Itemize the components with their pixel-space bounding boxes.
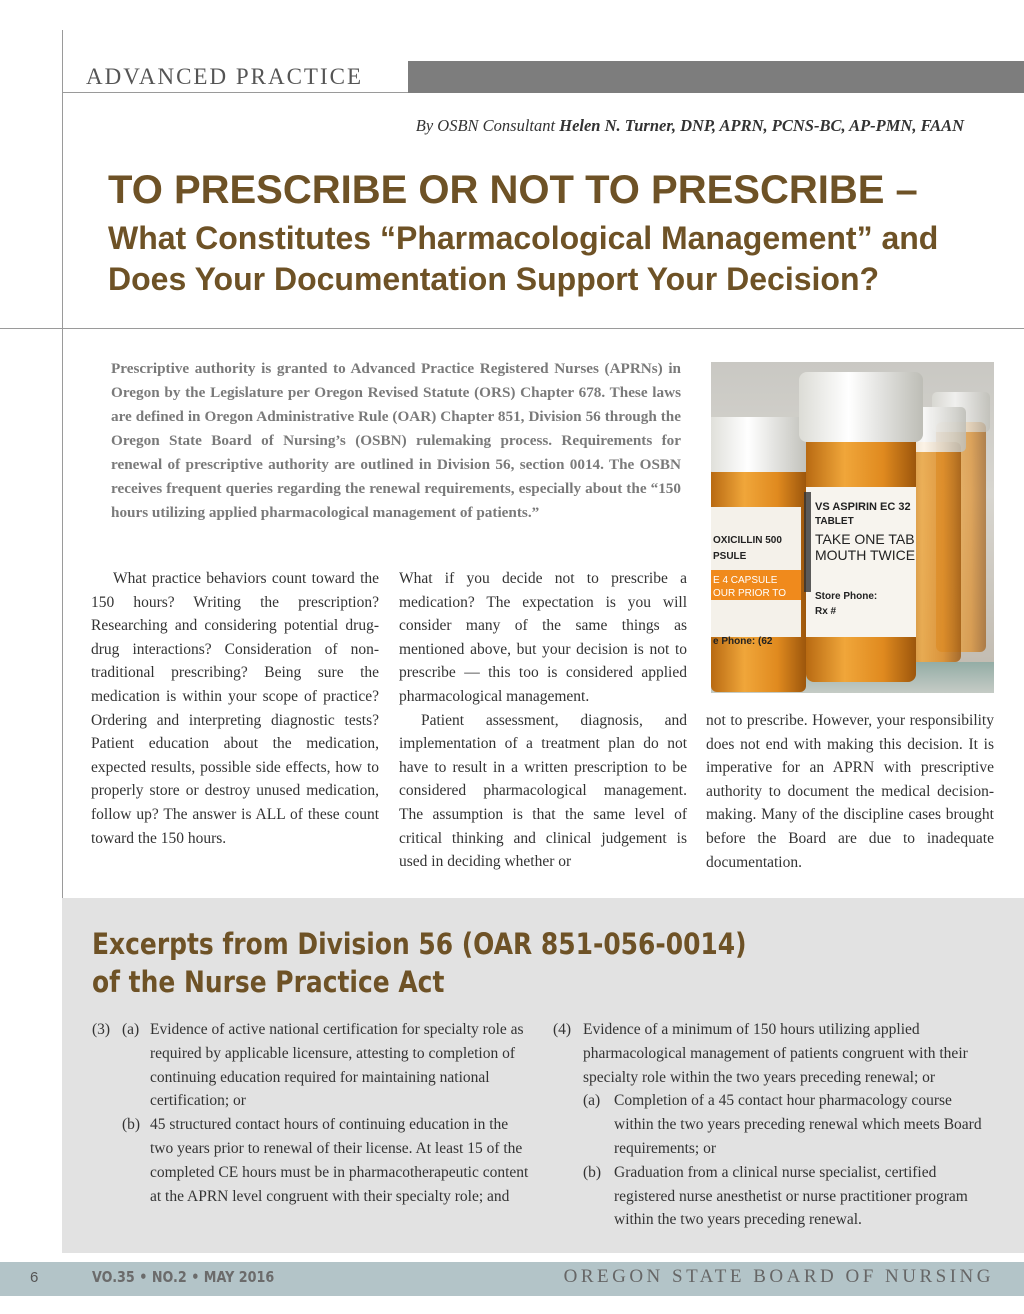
item-text: Completion of a 45 contact hour pharmacology course within the two years preceding renewal which meets Board requirements; or <box>614 1092 982 1157</box>
section-label: ADVANCED PRACTICE <box>86 64 364 89</box>
page-number: 6 <box>30 1269 39 1286</box>
header-bar <box>408 61 1024 93</box>
body-column-1 <box>91 567 379 850</box>
item-number: (4) <box>553 1021 572 1038</box>
body-paragraph: What practice behaviors count toward the 150 hours? Writing the prescription? Researching and considering potential drug-drug interactions? Consideration of non-traditional prescribing? Being sure the medication is within your scope of practice? Ordering and interpreting diagnostic tests? Patient education about the medication, expected results, possible side effects, how to properly store or destroy unused medication, follow up? The answer is ALL of these count toward the 150 hours. <box>91 570 379 847</box>
header-rule <box>62 92 408 93</box>
excerpt-column-2 <box>553 1018 995 1232</box>
excerpt-item-4 <box>553 1018 995 1089</box>
photo-label-aspirin: VS ASPIRIN EC 32 <box>815 501 911 513</box>
photo-label-rx: Rx # <box>815 606 837 617</box>
excerpt-item-3a <box>92 1018 534 1113</box>
photo-label-tablet: TABLET <box>815 516 854 527</box>
item-text: Evidence of a minimum of 150 hours utilizing applied pharmacological management of patients congruent with their specialty role within the two years preceding renewal; or <box>583 1021 968 1086</box>
excerpt-column-1 <box>92 1018 534 1208</box>
photo-label-hour-prior: OUR PRIOR TO <box>713 588 786 599</box>
issue-info: VO.35 • NO.2 • MAY 2016 <box>92 1268 275 1286</box>
pill-bottles-photo <box>711 362 994 693</box>
excerpt-title <box>92 925 780 1001</box>
item-text: Evidence of active national certification for specialty role as required by applicable licensure, attesting to completion of continuing education required for maintaining national certification; or <box>150 1021 524 1110</box>
body-paragraph: What if you decide not to prescribe a medication? The expectation is you will consider many of the same things as mentioned above, but your decision is not to prescribe — this too is considered applied pharmacological management. <box>399 570 687 705</box>
body-column-2 <box>399 567 687 874</box>
byline <box>416 116 964 136</box>
photo-label-take-4: E 4 CAPSULE <box>713 575 778 586</box>
body-paragraph: Patient assessment, diagnosis, and implementation of a treatment plan do not have to result in a written prescription to be considered pharmacological management. The assumption is that the same level of critical thinking and clinical judgement is used in deciding whether or <box>399 711 687 871</box>
body-paragraph: not to prescribe. However, your responsibility does not end with making this decision. It is imperative for an APRN with prescriptive authority to document the medical decision-making. Many of the discipline cases brought before the Board are due to inadequate documentation. <box>706 712 994 871</box>
excerpt-item-4b <box>553 1161 995 1232</box>
item-text: 45 structured contact hours of continuing education in the two years prior to renewal of their license. At least 15 of the completed CE hours must be in pharmacotherapeutic content at the APRN level congruent with their specialty role; and <box>150 1116 529 1205</box>
excerpt-title-line-1: Excerpts from Division 56 (OAR 851-056-0014) <box>92 927 747 961</box>
body-column-3 <box>706 709 994 874</box>
photo-label-mouth: MOUTH TWICE <box>815 547 916 563</box>
item-text: Graduation from a clinical nurse specialist, certified registered nurse anesthetist or nurse practitioner program within the two years preceding renewal. <box>614 1163 968 1229</box>
excerpt-item-4a <box>553 1089 995 1160</box>
section-divider <box>0 328 1024 329</box>
photo-label-store-phone: Store Phone: <box>815 591 878 602</box>
intro-paragraph: Prescriptive authority is granted to Advanced Practice Registered Nurses (APRNs) in Oregon by the Legislature per Oregon Revised Statute (ORS) Chapter 678. These laws are defined in Oregon Administrative Rule (OAR) Chapter 851, Division 56 through the Oregon State Board of Nursing’s (OSBN) rulemaking process. Requirements for renewal of prescriptive authority are outlined in Division 56, section 0014. The OSBN receives frequent queries regarding the renewal requirements, especially about the “150 hours utilizing applied pharmacological management of patients.” <box>111 360 681 521</box>
photo-label-amoxicillin: OXICILLIN 500 <box>713 535 782 546</box>
byline-prefix: By OSBN Consultant <box>415 116 560 135</box>
photo-label-capsule: PSULE <box>713 551 747 562</box>
photo-label-phone: e Phone: (62 <box>713 636 773 647</box>
item-letter: (a) <box>583 1092 601 1110</box>
excerpt-item-3b <box>92 1113 534 1208</box>
article-subtitle: What Constitutes “Pharmacological Management” and Does Your Documentation Support Your Decision? <box>108 220 939 297</box>
item-letter: (b) <box>122 1116 141 1134</box>
item-letter: (a) <box>122 1021 140 1038</box>
article-title: TO PRESCRIBE OR NOT TO PRESCRIBE – <box>108 168 918 212</box>
item-letter: (b) <box>583 1163 602 1181</box>
organization-name: OREGON STATE BOARD OF NURSING <box>563 1266 994 1287</box>
left-margin-rule <box>62 30 63 900</box>
item-number: (3) <box>92 1021 111 1038</box>
excerpt-title-line-2: of the Nurse Practice Act <box>92 965 445 999</box>
byline-author: Helen N. Turner, DNP, APRN, PCNS-BC, AP-PMN, FAAN <box>559 116 964 135</box>
photo-label-take-one: TAKE ONE TAB <box>815 531 915 547</box>
